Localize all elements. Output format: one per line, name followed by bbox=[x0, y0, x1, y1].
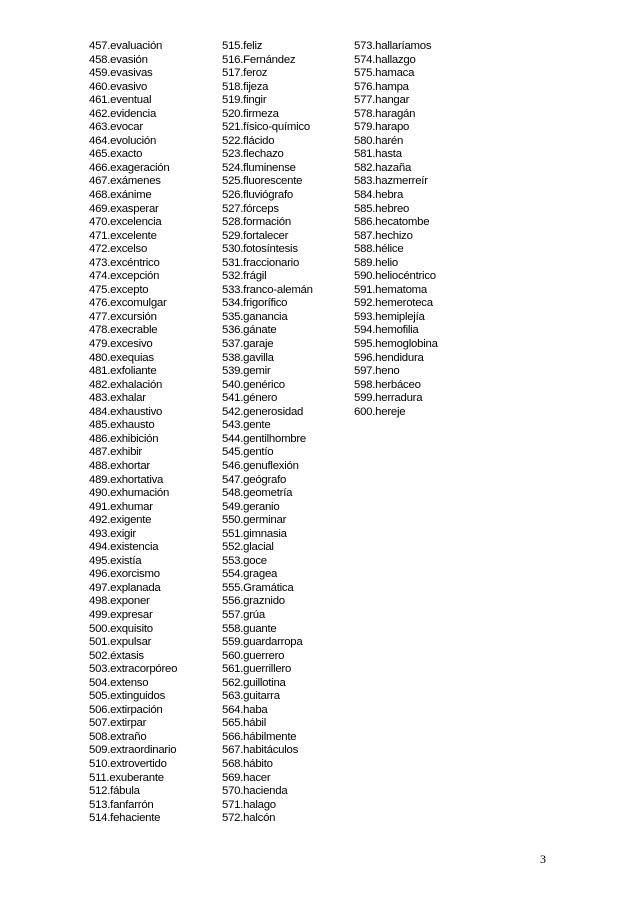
word-list-item: 559.guardarropa bbox=[222, 636, 303, 649]
word-list-item: 541.género bbox=[222, 392, 278, 405]
word-list-item: 477.excursión bbox=[89, 310, 157, 323]
word-list-column-2 bbox=[222, 40, 313, 826]
word-list-item: 470.excelencia bbox=[89, 216, 162, 229]
word-list-item: 581.hasta bbox=[354, 148, 402, 161]
word-list-item: 481.exfoliante bbox=[89, 365, 157, 378]
word-list-item: 505.extinguidos bbox=[89, 690, 166, 703]
word-list-item: 570.hacienda bbox=[222, 785, 288, 798]
word-list-item: 461.eventual bbox=[89, 94, 152, 107]
word-list-item: 510.extrovertido bbox=[89, 757, 167, 770]
word-list-item: 529.fortalecer bbox=[222, 229, 289, 242]
word-list-item: 595.hemoglobina bbox=[354, 338, 438, 351]
word-list-item: 511.exuberante bbox=[89, 771, 164, 784]
word-list-item: 588.hélice bbox=[354, 243, 404, 256]
word-list-item: 492.exigente bbox=[89, 514, 152, 527]
word-list-item: 593.hemiplejía bbox=[354, 310, 425, 323]
word-list-item: 522.flácido bbox=[222, 134, 275, 147]
word-list-item: 486.exhibición bbox=[89, 432, 159, 445]
word-list-item: 520.firmeza bbox=[222, 107, 279, 120]
word-list-item: 584.hebra bbox=[354, 189, 404, 202]
word-list-item: 586.hecatombe bbox=[354, 216, 430, 229]
word-list-item: 457.evaluación bbox=[89, 40, 163, 52]
word-list-item: 592.hemeroteca bbox=[354, 297, 433, 310]
word-list-item: 473.excéntrico bbox=[89, 256, 160, 269]
word-list-item: 485.exhausto bbox=[89, 419, 155, 432]
word-list-item: 569.hacer bbox=[222, 771, 271, 784]
word-list-item: 582.hazaña bbox=[354, 161, 412, 174]
word-list-item: 594.hemofilia bbox=[354, 324, 419, 337]
word-list-item: 475.excepto bbox=[89, 283, 149, 296]
word-list-item: 469.exasperar bbox=[89, 202, 159, 215]
word-list-item: 523.flechazo bbox=[222, 148, 284, 161]
word-list-item: 476.excomulgar bbox=[89, 297, 167, 310]
word-list-item: 462.evidencia bbox=[89, 107, 157, 120]
word-list-item: 504.extenso bbox=[89, 676, 149, 689]
word-list-item: 585.hebreo bbox=[354, 202, 410, 215]
word-list-item: 550.germinar bbox=[222, 514, 287, 527]
word-list-item: 509.extraordinario bbox=[89, 744, 177, 757]
word-list-item: 548.geometría bbox=[222, 487, 293, 500]
word-list-item: 498.exponer bbox=[89, 595, 150, 608]
word-list-item: 459.evasivas bbox=[89, 67, 153, 80]
word-list-item: 561.guerrillero bbox=[222, 663, 292, 676]
word-list-item: 554.gragea bbox=[222, 568, 278, 581]
word-list-item: 513.fanfarrón bbox=[89, 798, 154, 811]
word-list-item: 512.fábula bbox=[89, 785, 140, 798]
word-list-item: 566.hábilmente bbox=[222, 730, 297, 743]
word-list-item: 499.expresar bbox=[89, 608, 153, 621]
word-list-item: 553.goce bbox=[222, 554, 267, 567]
word-list-item: 507.extirpar bbox=[89, 717, 147, 730]
word-list-item: 565.hábil bbox=[222, 717, 266, 730]
word-list-item: 577.hangar bbox=[354, 94, 410, 107]
word-list-item: 515.feliz bbox=[222, 40, 263, 52]
word-list-item: 525.fluorescente bbox=[222, 175, 303, 188]
word-list-item: 589.helio bbox=[354, 256, 398, 269]
word-list-item: 494.existencia bbox=[89, 541, 159, 554]
word-list-item: 567.habitáculos bbox=[222, 744, 299, 757]
word-list-item: 551.gimnasia bbox=[222, 527, 287, 540]
word-list-item: 544.gentilhombre bbox=[222, 432, 307, 445]
word-list-item: 562.guillotina bbox=[222, 676, 286, 689]
word-list-item: 556.graznido bbox=[222, 595, 285, 608]
word-list-item: 558.guante bbox=[222, 622, 277, 635]
word-list-item: 460.evasivo bbox=[89, 80, 148, 93]
word-list-item: 484.exhaustivo bbox=[89, 405, 163, 418]
word-list-item: 564.haba bbox=[222, 703, 268, 716]
word-list-item: 563.guitarra bbox=[222, 690, 280, 703]
word-list-item: 599.herradura bbox=[354, 392, 423, 405]
word-list-item: 538.gavilla bbox=[222, 351, 274, 364]
word-list-item: 472.excelso bbox=[89, 243, 148, 256]
word-list-item: 524.fluminense bbox=[222, 161, 296, 174]
word-list-item: 579.harapo bbox=[354, 121, 410, 134]
word-list-item: 549.geranio bbox=[222, 500, 280, 513]
word-list-item: 501.expulsar bbox=[89, 636, 152, 649]
word-list-item: 489.exhortativa bbox=[89, 473, 164, 486]
word-list-item: 597.heno bbox=[354, 365, 400, 378]
word-list-item: 574.hallazgo bbox=[354, 53, 416, 66]
word-list-item: 547.geógrafo bbox=[222, 473, 287, 486]
word-list-item: 587.hechizo bbox=[354, 229, 413, 242]
word-list-item: 514.fehaciente bbox=[89, 812, 161, 825]
word-list-item: 508.extraño bbox=[89, 730, 147, 743]
word-list-item: 546.genuflexión bbox=[222, 459, 299, 472]
word-list-item: 557.grúa bbox=[222, 608, 265, 621]
word-list-item: 468.exánime bbox=[89, 189, 152, 202]
word-list-item: 591.hematoma bbox=[354, 283, 427, 296]
word-list-item: 497.explanada bbox=[89, 581, 161, 594]
word-list-item: 527.fórceps bbox=[222, 202, 279, 215]
word-list-item: 526.fluviógrafo bbox=[222, 189, 293, 202]
word-list-item: 596.hendidura bbox=[354, 351, 424, 364]
word-list-item: 502.éxtasis bbox=[89, 649, 144, 662]
word-list-item: 536.gánate bbox=[222, 324, 277, 337]
word-list-item: 552.glacial bbox=[222, 541, 274, 554]
word-list-item: 464.evolución bbox=[89, 134, 157, 147]
word-list-item: 598.herbáceo bbox=[354, 378, 421, 391]
word-list-item: 575.hamaca bbox=[354, 67, 415, 80]
word-list-item: 555.Gramática bbox=[222, 581, 294, 594]
word-list-item: 465.exacto bbox=[89, 148, 143, 161]
word-list-item: 573.hallaríamos bbox=[354, 40, 432, 52]
word-list-item: 531.fraccionario bbox=[222, 256, 300, 269]
word-list-item: 490.exhumación bbox=[89, 487, 170, 500]
word-list-item: 537.garaje bbox=[222, 338, 274, 351]
word-list-item: 517.feroz bbox=[222, 67, 268, 80]
word-list-item: 506.extirpación bbox=[89, 703, 163, 716]
word-list-item: 463.evocar bbox=[89, 121, 143, 134]
word-list-item: 466.exageración bbox=[89, 161, 170, 174]
word-list-item: 500.exquisito bbox=[89, 622, 153, 635]
word-list-item: 532.frágil bbox=[222, 270, 267, 283]
word-list-item: 471.excelente bbox=[89, 229, 157, 242]
word-list-item: 503.extracorpóreo bbox=[89, 663, 178, 676]
word-list-item: 518.fijeza bbox=[222, 80, 269, 93]
word-list-item: 600.hereje bbox=[354, 405, 406, 418]
word-list-item: 590.heliocéntrico bbox=[354, 270, 436, 283]
word-list-item: 568.hábito bbox=[222, 757, 273, 770]
word-list-item: 478.execrable bbox=[89, 324, 158, 337]
word-list-item: 491.exhumar bbox=[89, 500, 153, 513]
word-list-item: 496.exorcismo bbox=[89, 568, 160, 581]
word-list-column-3 bbox=[354, 40, 438, 419]
word-list-item: 467.exámenes bbox=[89, 175, 161, 188]
word-list-item: 583.hazmerreír bbox=[354, 175, 428, 188]
word-list-item: 542.generosidad bbox=[222, 405, 304, 418]
word-list-item: 533.franco-alemán bbox=[222, 283, 313, 296]
word-list-item: 521.físico-químico bbox=[222, 121, 310, 134]
word-list-item: 479.excesivo bbox=[89, 338, 153, 351]
word-list-item: 487.exhibir bbox=[89, 446, 142, 459]
word-list-item: 483.exhalar bbox=[89, 392, 146, 405]
word-list-item: 534.frigorífico bbox=[222, 297, 288, 310]
word-list-item: 576.hampa bbox=[354, 80, 409, 93]
word-list-item: 572.halcón bbox=[222, 812, 276, 825]
word-list-item: 535.ganancia bbox=[222, 310, 288, 323]
word-list-item: 458.evasión bbox=[89, 53, 148, 66]
word-list-item: 493.exigir bbox=[89, 527, 136, 540]
word-list-item: 543.gente bbox=[222, 419, 271, 432]
word-list-item: 560.guerrero bbox=[222, 649, 285, 662]
word-list-item: 474.excepción bbox=[89, 270, 160, 283]
word-list-item: 539.gemir bbox=[222, 365, 271, 378]
word-list-item: 578.haragán bbox=[354, 107, 416, 120]
word-list-item: 528.formación bbox=[222, 216, 291, 229]
word-list-item: 545.gentío bbox=[222, 446, 274, 459]
word-list-item: 540.genérico bbox=[222, 378, 285, 391]
word-list-item: 530.fotosíntesis bbox=[222, 243, 298, 256]
word-list-item: 516.Fernández bbox=[222, 53, 296, 66]
word-list-item: 488.exhortar bbox=[89, 459, 150, 472]
word-list-item: 482.exhalación bbox=[89, 378, 163, 391]
word-list-item: 495.existía bbox=[89, 554, 142, 567]
word-list-item: 519.fingir bbox=[222, 94, 267, 107]
word-list-item: 580.harén bbox=[354, 134, 404, 147]
word-list-column-1 bbox=[89, 40, 177, 826]
page-number: 3 bbox=[540, 852, 546, 866]
word-list-item: 571.halago bbox=[222, 798, 276, 811]
word-list-item: 480.exequias bbox=[89, 351, 154, 364]
